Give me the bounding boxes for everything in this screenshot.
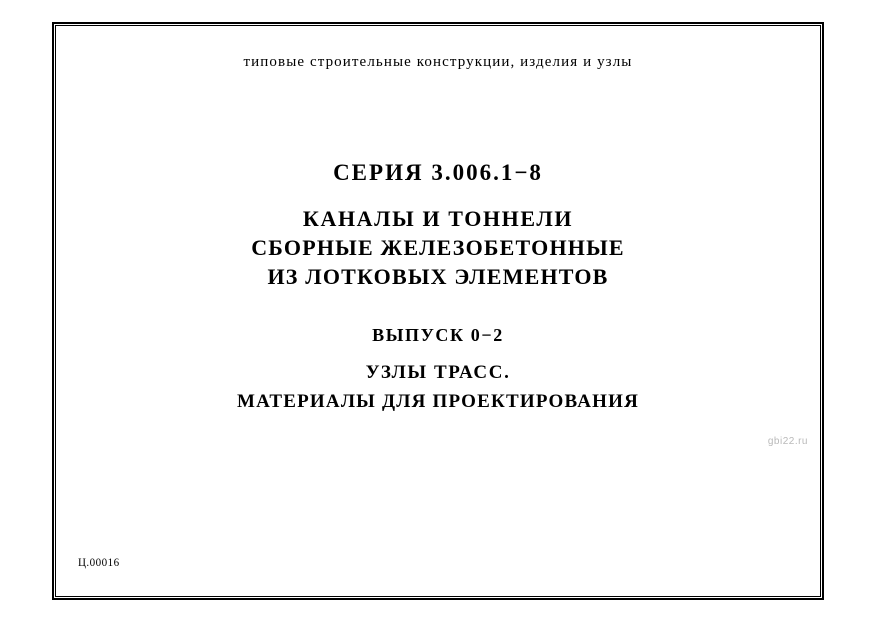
document-subtitle-line-1: УЗЛЫ ТРАСС. — [365, 362, 511, 383]
document-stamp-code: Ц.00016 — [78, 555, 120, 569]
document-title-line-3: ИЗ ЛОТКОВЫХ ЭЛЕМЕНТОВ — [267, 264, 609, 289]
document-subtitle-line-2: МАТЕРИАЛЫ ДЛЯ ПРОЕКТИРОВАНИЯ — [236, 391, 639, 412]
document-issue-number: ВЫПУСК 0−2 — [372, 325, 504, 345]
document-title-line-2: СБОРНЫЕ ЖЕЛЕЗОБЕТОННЫЕ — [251, 235, 625, 260]
document-header-line: типовые строительные конструкции, изделия и узлы — [243, 54, 633, 70]
site-watermark: gbi22.ru — [767, 436, 808, 447]
document-series-number: СЕРИЯ 3.006.1−8 — [333, 160, 543, 185]
document-title-line-1: КАНАЛЫ И ТОННЕЛИ — [302, 206, 574, 231]
document-sheet-frame — [52, 22, 824, 600]
